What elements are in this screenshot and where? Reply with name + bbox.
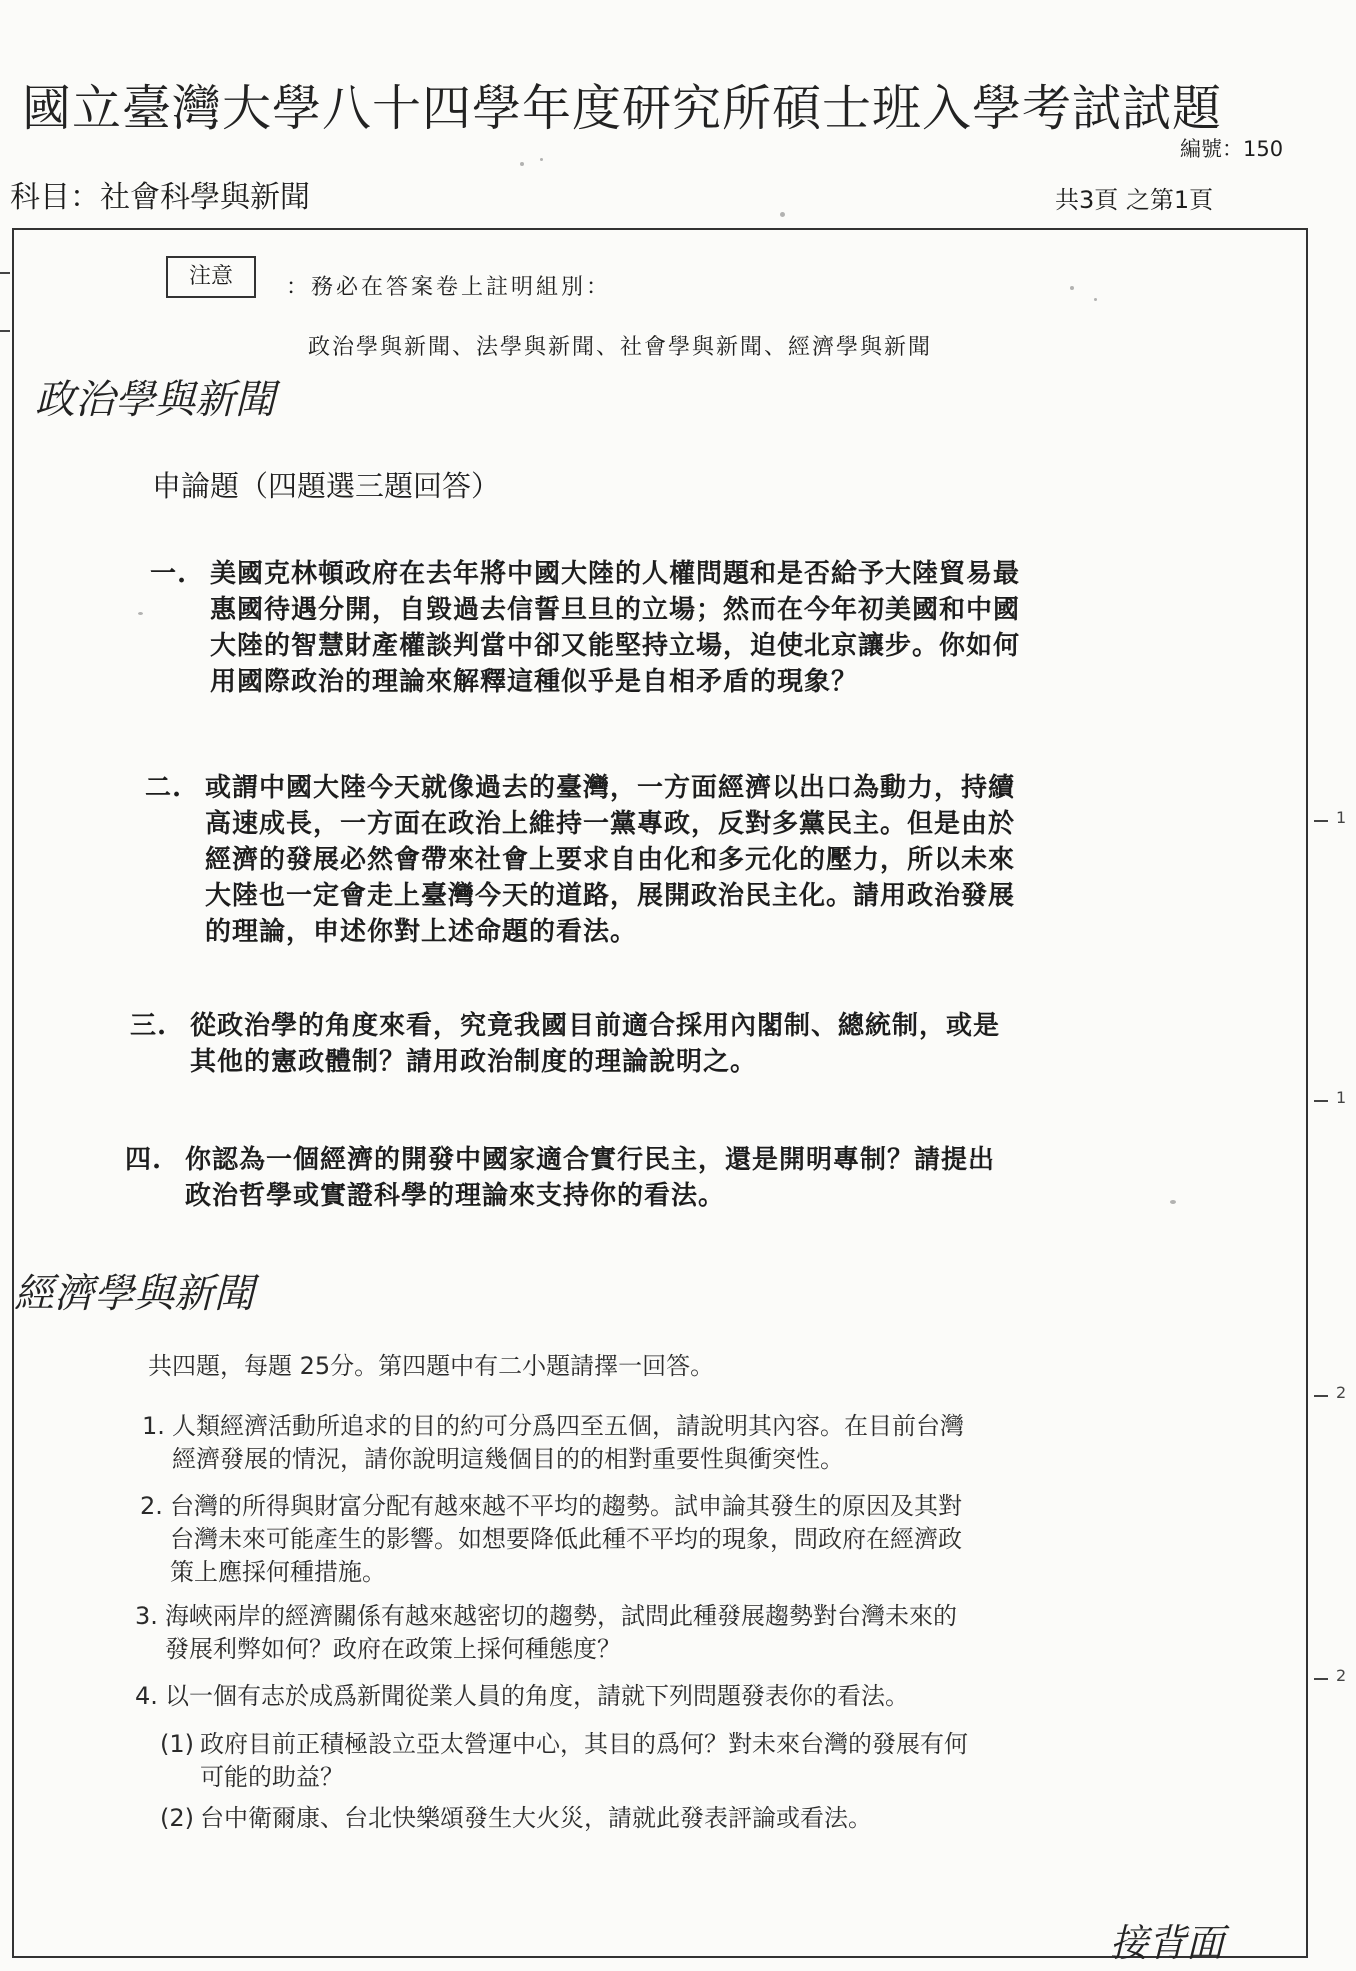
economics-question-2	[140, 1490, 962, 1589]
politics-question-3	[130, 1008, 1001, 1080]
question-line: 發展利弊如何？政府在政策上採何種態度？	[165, 1635, 621, 1663]
margin-number: 1	[1336, 808, 1347, 827]
politics-question-1	[150, 556, 1021, 700]
economics-intro: 共四題，每題 25分。第四題中有二小題請擇一回答。	[148, 1352, 715, 1380]
question-number: 三.	[130, 1011, 168, 1041]
question-line: 或謂中國大陸今天就像過去的臺灣，一方面經濟以出口為動力，持續	[205, 773, 1016, 803]
economics-subquestion-2	[160, 1802, 872, 1835]
question-line: 其他的憲政體制？請用政治制度的理論說明之。	[190, 1047, 758, 1077]
question-line: 從政治學的角度來看，究竟我國目前適合採用內閣制、總統制，或是	[190, 1011, 1001, 1041]
question-line: 政治哲學或實證科學的理論來支持你的看法。	[185, 1181, 726, 1211]
question-number: 1.	[142, 1412, 165, 1440]
notice-text: ：務必在答案卷上註明組別：	[286, 275, 612, 300]
politics-heading: 政治學與新聞	[35, 377, 275, 423]
question-line: 經濟發展的情況，請你說明這幾個目的的相對重要性與衝突性。	[172, 1445, 844, 1473]
question-number: (1)	[160, 1730, 194, 1758]
exam-title: 國立臺灣大學八十四學年度研究所碩士班入學考試試題	[22, 80, 1223, 137]
question-line: 用國際政治的理論來解釋這種似乎是自相矛盾的現象？	[210, 667, 859, 697]
margin-tick	[1314, 820, 1328, 822]
question-line: 你認為一個經濟的開發中國家適合實行民主，還是開明專制？請提出	[185, 1145, 996, 1175]
question-line: 的理論，申述你對上述命題的看法。	[205, 917, 638, 947]
question-line: 海峽兩岸的經濟關係有越來越密切的趨勢，試問此種發展趨勢對台灣未來的	[165, 1602, 957, 1630]
margin-number: 2	[1336, 1666, 1347, 1685]
question-line: 高速成長，一方面在政治上維持一黨專政，反對多黨民主。但是由於	[205, 809, 1016, 839]
question-line: 政府目前正積極設立亞太營運中心，其目的爲何？對未來台灣的發展有何	[200, 1730, 968, 1758]
question-line: 人類經濟活動所追求的目的約可分爲四至五個，請說明其內容。在目前台灣	[172, 1412, 964, 1440]
notice-label: 注意	[166, 256, 256, 298]
economics-heading: 經濟學與新聞	[14, 1271, 254, 1317]
question-line: 可能的助益？	[200, 1763, 344, 1791]
economics-subquestion-1	[160, 1728, 968, 1794]
margin-tick	[1314, 1100, 1328, 1102]
question-line: 經濟的發展必然會帶來社會上要求自由化和多元化的壓力，所以未來	[205, 845, 1016, 875]
margin-number: 2	[1336, 1383, 1347, 1402]
economics-question-4	[135, 1680, 909, 1713]
question-line: 美國克林頓政府在去年將中國大陸的人權問題和是否給予大陸貿易最	[210, 559, 1021, 589]
economics-question-3	[135, 1600, 957, 1666]
continue-on-back: 接背面	[1110, 1921, 1225, 1965]
question-number: 3.	[135, 1602, 158, 1630]
margin-tick	[1314, 1678, 1328, 1680]
question-line: 大陸也一定會走上臺灣今天的道路，展開政治民主化。請用政治發展	[205, 881, 1016, 911]
question-line: 台中衛爾康、台北快樂頌發生大火災，請就此發表評論或看法。	[200, 1804, 872, 1832]
margin-number: 1	[1336, 1088, 1347, 1107]
margin-tick	[1314, 1395, 1328, 1397]
exam-subject: 科目：社會科學與新聞	[10, 180, 310, 215]
question-line: 惠國待遇分開，自毀過去信誓旦旦的立場；然而在今年初美國和中國	[210, 595, 1021, 625]
question-number: 二.	[145, 773, 183, 803]
question-number: 一.	[150, 559, 188, 589]
politics-part-title: 申論題（四題選三題回答）	[152, 469, 501, 503]
page-count: 共3頁 之第1頁	[1055, 186, 1214, 214]
question-line: 大陸的智慧財產權談判當中卻又能堅持立場，迫使北京讓步。你如何	[210, 631, 1021, 661]
question-line: 以一個有志於成爲新聞從業人員的角度，請就下列問題發表你的看法。	[165, 1682, 909, 1710]
question-number: 4.	[135, 1682, 158, 1710]
margin-tick	[0, 272, 10, 274]
question-line: 台灣的所得與財富分配有越來越不平均的趨勢。試申論其發生的原因及其對	[170, 1492, 962, 1520]
question-number: 四.	[125, 1145, 163, 1175]
economics-question-1	[142, 1410, 964, 1476]
question-line: 台灣未來可能產生的影響。如想要降低此種不平均的現象，問政府在經濟政	[170, 1525, 962, 1553]
notice-groups: 政治學與新聞、法學與新聞、社會學與新聞、經濟學與新聞	[308, 335, 933, 360]
margin-tick	[0, 330, 10, 332]
politics-question-4	[125, 1142, 996, 1214]
exam-code: 編號：150	[1180, 137, 1284, 161]
politics-question-2	[145, 770, 1016, 950]
question-number: 2.	[140, 1492, 163, 1520]
question-number: (2)	[160, 1804, 194, 1832]
question-line: 策上應採何種措施。	[170, 1558, 386, 1586]
